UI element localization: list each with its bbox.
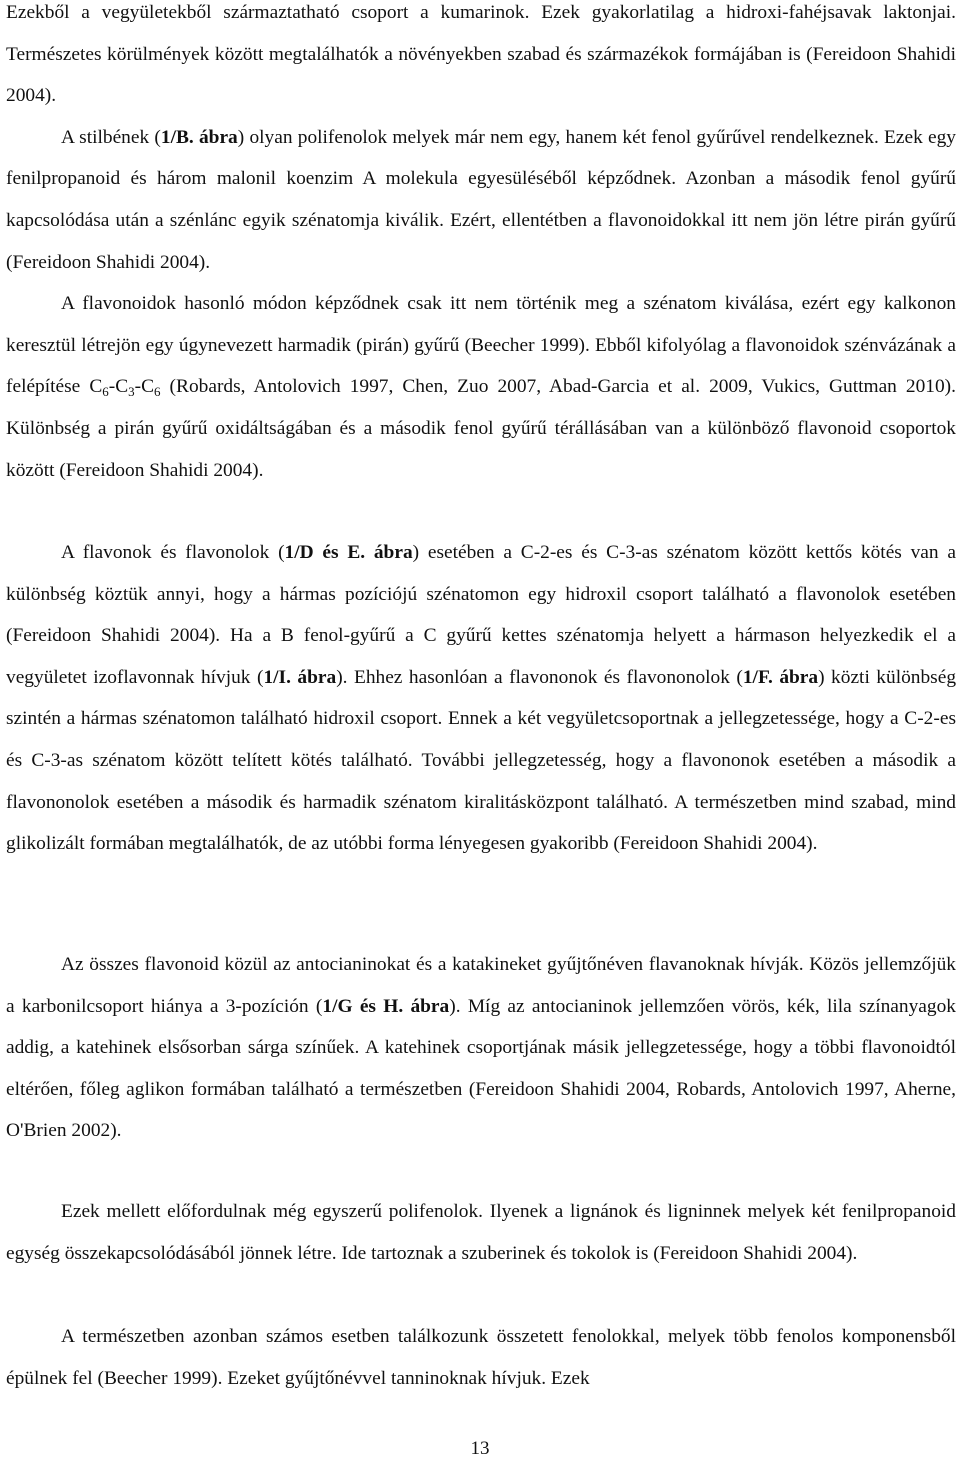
paragraph-text: ). Ehhez hasonlóan a flavononok és flavononolok (	[336, 666, 743, 688]
paragraph-text: ). Míg az antocianinok jellemzően vörös, kék, lila színanyagok addig, a katehinek elsősorban sárga színűek. A katehinek csoportjának másik jellegzetessége, hogy a többi flavonoidtól eltérően, főleg aglikon formában található a természetben (Fereidoon Shahidi 2004, Robards, Antolovich 1997, Aherne, O'Brien 2002).	[6, 995, 956, 1142]
paragraph-text: ) közti különbség szintén a hármas szénatomon található hidroxil csoport. Ennek a két vegyületcsoportnak a jellegzetessége, hogy a C-2-es és C-3-as szénatom között telített kötés található. További jellegzetesség, hogy a flavononok esetében a második a flavononolok esetében a második és harmadik szénatom kiralitásközpont található. A természetben mind szabad, mind glikolizált formában megtalálhatók, de az utóbbi forma lényegesen gyakoribb (Fereidoon Shahidi 2004).	[6, 666, 957, 855]
paragraph-flavonoids	[6, 283, 956, 491]
text-block-4	[6, 1191, 956, 1274]
figure-reference: 1/F. ábra	[742, 666, 819, 688]
text-block-2	[6, 532, 956, 865]
paragraph-simple-polyphenols	[6, 1191, 956, 1274]
subscript: 6	[154, 384, 161, 400]
paragraph-text: -C	[134, 376, 155, 398]
subscript: 3	[128, 384, 135, 400]
text-block-3	[6, 944, 956, 1152]
paragraph-text: A flavonok és flavonolok (	[61, 542, 285, 563]
paragraph-text: A stilbének (	[61, 126, 161, 148]
paragraph-text: Az összes flavonoid közül az antocianinokat és a katakineket gyűjtőnéven flavanoknak hívják. Közös jellemzőjük a karbonilcsoport hiánya a 3-pozíción (	[6, 954, 956, 1017]
document-page	[6, 0, 956, 1463]
subscript: 6	[102, 384, 109, 400]
paragraph-text: (Robards, Antolovich 1997, Chen, Zuo 2007, Abad-Garcia et al. 2009, Vukics, Guttman 2010). Különbség a pirán gyűrű oxidáltságában és a második fenol gyűrű térállásában van a különböző flavonoid csoportok között (Fereidoon Shahidi 2004).	[6, 376, 956, 481]
paragraph-text: ) esetében a C-2-es és C-3-as szénatom között kettős kötés van a különbség köztük annyi, hogy a hármas pozíciójú szénatomon egy hidroxil csoport található a flavonolok esetében (Fereidoon Shahidi 2004). Ha a B fenol-gyűrű a C gyűrű kettes szénatomja helyett a hármason helyezkedik el a vegyületet izoflavonnak hívjuk (	[6, 542, 956, 688]
figure-reference: 1/I. ábra	[263, 666, 337, 688]
paragraph-text: A flavonoidok hasonló módon képződnek csak itt nem történik meg a szénatom kiválása, ezért egy kalkonon keresztül létrejön egy úgynevezett harmadik (pirán) gyűrű (Beecher 1999). Ebből kifolyólag a flavonoidok szénvázának a felépítése C	[6, 293, 956, 398]
paragraph-stilbenes	[6, 117, 956, 283]
paragraph-flavans	[6, 944, 956, 1152]
figure-reference: 1/G és H. ábra	[322, 995, 450, 1017]
paragraph-text: Ezek mellett előfordulnak még egyszerű polifenolok. Ilyenek a lignánok és ligninnek melyek két fenilpropanoid egység összekapcsolódásából jönnek létre. Ide tartoznak a szuberinek és tokolok is (Fereidoon Shahidi 2004).	[6, 1201, 956, 1264]
paragraph-tannins	[6, 1316, 956, 1399]
paragraph-text: -C	[108, 376, 129, 398]
paragraph-text: ) olyan polifenolok melyek már nem egy, hanem két fenol gyűrűvel rendelkeznek. Ezek egy fenilpropanoid és három malonil koenzim A molekula egyesüléséből képződnek. Azonban a második fenol gyűrű kapcsolódása után a szénlánc egyik szénatomja kiválik. Ezért, ellentétben a flavonoidokkal itt nem jön létre pirán gyűrű (Fereidoon Shahidi 2004).	[6, 126, 957, 273]
text-block-5	[6, 1316, 956, 1399]
text-block-1	[6, 0, 956, 491]
paragraph-coumarins	[6, 0, 956, 117]
paragraph-text: Ezekből a vegyületekből származtatható csoport a kumarinok. Ezek gyakorlatilag a hidroxi-fahéjsavak laktonjai. Természetes körülmények között megtalálhatók a növényekben szabad és származékok formájában is (Fereidoon Shahidi 2004).	[6, 2, 956, 107]
figure-reference: 1/D és E. ábra	[284, 542, 413, 563]
paragraph-text: A természetben azonban számos esetben találkozunk összetett fenolokkal, melyek több fenolos komponensből épülnek fel (Beecher 1999). Ezeket gyűjtőnévvel tanninoknak hívjuk. Ezek	[6, 1326, 956, 1389]
figure-reference: 1/B. ábra	[160, 126, 238, 148]
page-number: 13	[470, 1438, 490, 1459]
paragraph-flavones	[6, 532, 956, 865]
